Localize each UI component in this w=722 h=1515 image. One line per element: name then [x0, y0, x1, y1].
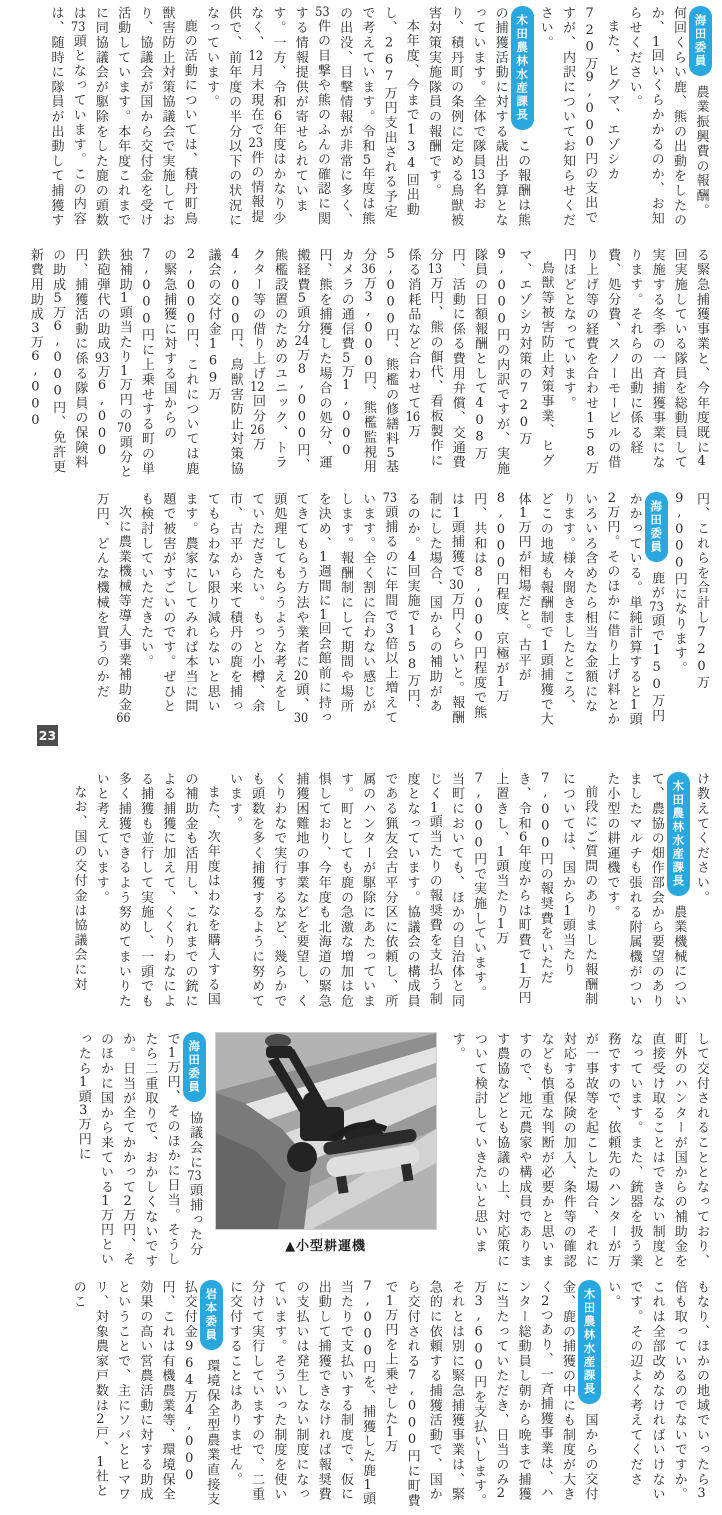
paragraph-text: 農業振興費の報酬。何回くらい鹿、熊の出動をしたのか、1回いくらかかるのか、お知らせください。: [626, 6, 709, 228]
paragraph: [44, 6, 199, 232]
paragraph-text: 円、これらを合計し720万9,000円になります。: [671, 492, 709, 691]
speech-paragraph: [600, 772, 690, 1010]
text-strip-2: [10, 248, 712, 480]
speaker-label: 木田農林水産課長: [511, 6, 534, 130]
paragraph: [668, 492, 712, 728]
paragraph-text: 国からの交付金、鹿の捕獲の中にも制度が大きく2つあり、一斉捕獲事業は、ハンター総動員し朝から晩まで捕獲に当たっていただき、日当のみ2万3,600円を支払いします。それとは別に緊急捕獲事業は、緊急的に依頼する捕獲活動で、国から交付される7,000円に町費で1万円を上乗せした1万7,000円を、捕獲した鹿1頭当たりで支払いする制度で、仮に出動して捕獲できなければ報奨費の支払いは発生しない制度になっています。そういった制度を使い分けて実行していますので、二重に交付することはありません。: [226, 1280, 598, 1509]
speech-paragraph: [223, 1280, 601, 1512]
paragraph: [200, 6, 422, 232]
photo-caption: ▲小型耕運機: [285, 1239, 367, 1254]
speech-paragraph: [422, 6, 534, 232]
speech-paragraph: [72, 1032, 206, 1270]
cultivator-photo: [215, 1032, 437, 1230]
paragraph: [446, 1032, 712, 1270]
paragraph-text: 鹿が73頭で150万円かかっている。単純計算すると1頭2万円。そのほかに借り上げ料とかいろいろ含めたら相当な金額になります。様々聞きましたところ、どこの地域も報酬制で1頭捕獲で大体1万円が相場だと。古平が8,000円程度、京極が1万円、共和は8,000円程度で熊は1頭捕獲で30万円くらいと。報酬制にした場合、国からの補助があるのか。4回実施で158万円、73頭捕るのに年間で3倍以上増えています。全く割に合わない感じがします。報酬制にして期間や場所を決め、1週間に1回会館前に持ってきてもらう方法や業者に20頭、30頭処理してもらうような考えをしていただきたい。もっと小樽、余市、古平から来て積丹の鹿を捕ってもらわない限り減らないと思います。農家にしてみれば本当に問題で被害がすごいのです。ぜひとも検討していただきたい。: [138, 492, 665, 728]
paragraph: [534, 6, 623, 232]
speaker-label: 岩本委員: [200, 1280, 223, 1350]
paragraph: [601, 1280, 712, 1512]
paragraph-text: け教えてください。: [694, 772, 709, 906]
paragraph: [690, 772, 712, 1010]
paragraph: [90, 772, 223, 1010]
text-strip-1: [10, 6, 712, 232]
speaker-label: 海田委員: [183, 1032, 206, 1102]
speaker-label: 木田農林水産課長: [578, 1280, 601, 1404]
paragraph-text: もなり、ほかの地域でいったら3倍も取っているのでないですか。これは全部改めなければいけないです。その辺よく考えてください。: [605, 1280, 709, 1502]
speaker-label: 海田委員: [689, 6, 712, 76]
paragraph-text: 鹿の活動については、積丹町鳥獣害防止対策協議会で実施しており、協議会が国から交付金を受け活動しています。本年度これまでに同協議会が駆除をした鹿の頭数は73頭となっています。この内容は、随時に隊員が出動して捕獲す: [48, 6, 197, 228]
photo-figure: [212, 1032, 440, 1270]
page-number-badge: 23: [37, 725, 58, 746]
paragraph-text: なお、国の交付金は協議会に対: [71, 785, 87, 993]
speaker-label: 海田委員: [645, 492, 668, 562]
paragraph: [557, 248, 712, 480]
text-strip-3: [10, 492, 712, 728]
paragraph-text: この報酬は熊の捕獲活動に対する歳出予算となっています。全体で隊員13名おり、積丹町の条例に定める鳥獣被害対策実施隊員の報酬です。: [425, 6, 531, 228]
text-strip-4: [10, 772, 712, 1010]
paragraph-text: 次に農業機械等導入事業補助金66万円、どんな機械を買うのかだ: [93, 492, 131, 726]
paragraph-text: 協議会に73頭捕った分で1万円、そのほかに日当。そうしたら二重取りで、おかしくないですか。日当が全てかかって2万円、そのほかに国から来ている1万円といったら1頭3万円に: [75, 1032, 203, 1269]
speaker-label: 木田農林水産課長: [667, 772, 690, 896]
paragraph-text: 農業機械について、農協の畑作部会から要望のありましたマルチも張れる附属機がついた小型の耕運機です。: [604, 772, 687, 1009]
text-strip-5: [10, 1032, 712, 1270]
photo-frame: [212, 1032, 440, 1270]
paragraph-text: また、ヒグマ、エゾシカ720万9,000円の支出ですが、内訳についてお知らせください。: [537, 6, 620, 228]
paragraph-text: 環境保全型農業直接支払交付金964万4,000円、これは有機農業等、環境保全効果の高い営農活動に対する助成ということで、主にソバとヒマワリ、対象農家戸数は2戸、1社とのこ: [70, 1280, 220, 1507]
speech-paragraph: [134, 492, 668, 728]
paragraph-text: 本年度、今まで134回出動し、267万円支出される予定で考えています。令和5年度は熊の出没、目撃情報が非常に多く、53件の目撃や熊のふんの確認に関する情報提供が寄せられています。一方、令和6年度はかなり少なく、12月末現在で23件の情報提供で、前年度の半分以下の状況になっています。: [203, 6, 419, 228]
paragraph-text: また、次年度はわなを購入する国の補助金も活用し、これまでの銃による捕獲に加えて、くくりわなによる捕獲も並行して実施し、一頭でも多く捕獲できるよう努めてまいりたいと考えています。: [93, 772, 220, 1009]
paragraph-text: 鳥獣等被害防止対策事業、ヒグマ、エゾシカ対策の720万9,000円の内訳ですが、実施隊員の日額報酬として408万円、活動に係る費用弁償、交通費分13万円、熊の餌代、看板製作に係る消耗品など合わせて16万5,000円、熊檻の修繕料5基分36万3,000円、熊檻監視用カメラの通信費5万1,000円、熊を捕獲した場合の処分、運搬経費5頭分24万8,000円、熊檻設置のためのユニック、トラクター等の借り上げ12回分26万4,000円、鳥獣害防止対策協議会の交付金169万2,000円、これについては鹿の緊急捕獲に対する国からの7,000円に上乗せする町の単独補助1頭当たり1万円の70頭分と鉄砲弾代の助成93万6,000円、捕獲活動に係る隊員の保険料の助成5万6,000円、免許更新費用助成3万6,000: [27, 248, 554, 480]
paragraph-text: る緊急捕獲事業と、今年度既に4回実施している隊員を総動員して実施する冬季の一斉捕獲事業になります。それらの出動に係る経費、処分費、スノーモービルの借り上げ等の経費を合わせ158万円ほどとなっています。: [560, 248, 709, 476]
paragraph: [90, 492, 134, 728]
paragraph: [67, 772, 89, 1010]
paragraph: [24, 248, 557, 480]
text-strip-6: [10, 1280, 712, 1512]
speech-paragraph: [622, 6, 712, 232]
paragraph-text: 前段にご質問のありました報酬制については、国から1頭当たり7,000円の報奨費をいただき、令和6年度からは町費で1万円上置きし、1頭当たり1万7,000円で実施しています。当町においても、ほかの自治体と同じく1頭当たりの報奨費を支払う制度となっています。協議会の構成員である猟友会古平分区に依頼し、所属のハンターが駆除にあたっています。町としても鹿の急激な増加は危惧しており、今年度も北海道の緊急捕獲困難地の事業などを要望し、くくりわなで実行するなど、幾らかでも頭数を多く捕獲するように努めています。: [226, 772, 598, 1009]
paragraph: [223, 772, 600, 1010]
paragraph-text: して交付されることとなっており、町外のハンターが国からの補助金を直接受け取ることはできない制度となっています。また、銃器を扱う業務ですので、依頼先のハンターが万が一事故等を起こした場合、それに対応する保険の加入、条件等の確認なども慎重な判断が必要かと思いますので、地元農家や構成員であります農協などとも協議の上、対応策について検討していきたいと思います。: [449, 1032, 709, 1269]
speech-paragraph: [67, 1280, 223, 1512]
